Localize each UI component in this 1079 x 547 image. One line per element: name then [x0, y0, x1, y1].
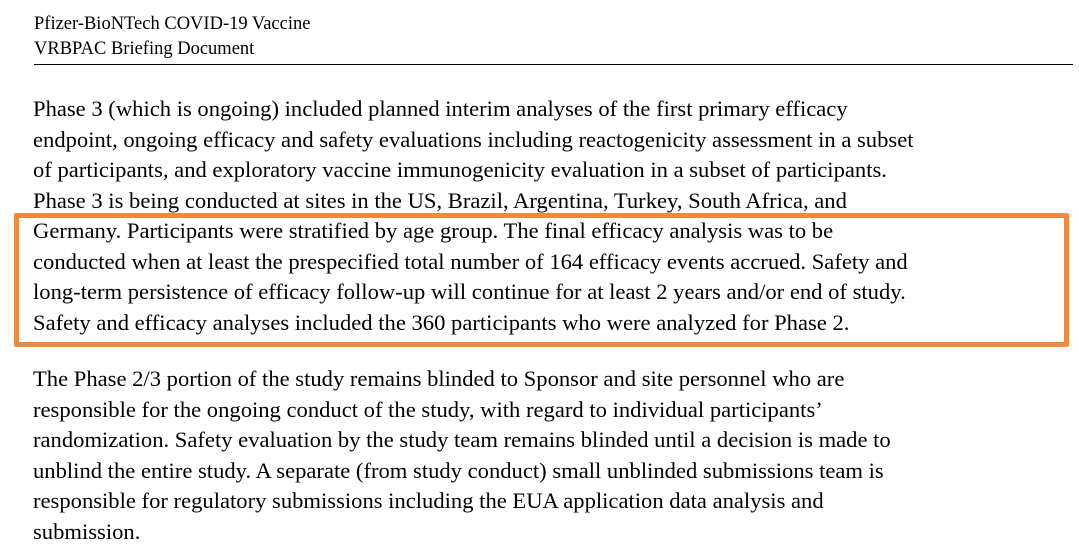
header-title-line: Pfizer-BioNTech COVID-19 Vaccine	[34, 14, 311, 34]
text-line: submission.	[33, 518, 141, 544]
text-line: long-term persistence of efficacy follow-up will continue for at least 2 years and/or end of study.	[33, 279, 906, 304]
text-line: Safety and efficacy analyses included the 360 participants who were analyzed for Phase 2.	[33, 309, 850, 335]
document-header	[34, 12, 310, 62]
text-line: randomization. Safety evaluation by the study team remains blinded until a decision is made to	[33, 427, 891, 452]
text-line: responsible for the ongoing conduct of the study, with regard to individual participants’	[33, 396, 823, 422]
paragraph-phase-3	[33, 94, 914, 338]
header-subtitle-line: VRBPAC Briefing Document	[34, 39, 255, 59]
text-line: Phase 3 (which is ongoing) included planned interim analyses of the first primary efficacy	[33, 96, 848, 121]
text-line: unblind the entire study. A separate (from study conduct) small unblinded submissions team is	[33, 457, 884, 483]
text-line: of participants, and exploratory vaccine immunogenicity evaluation in a subset of participants.	[33, 157, 887, 182]
text-line: Germany. Participants were stratified by age group. The final efficacy analysis was to be	[33, 218, 834, 243]
text-line: The Phase 2/3 portion of the study remains blinded to Sponsor and site personnel who are	[33, 366, 845, 391]
text-line: Phase 3 is being conducted at sites in the US, Brazil, Argentina, Turkey, South Africa, and	[33, 187, 847, 213]
paragraph-phase-2-3-blinding	[33, 364, 891, 547]
text-line: endpoint, ongoing efficacy and safety evaluations including reactogenicity assessment in a subset	[33, 126, 914, 152]
header-rule	[34, 64, 1073, 65]
text-line: responsible for regulatory submissions including the EUA application data analysis and	[33, 488, 824, 513]
text-line: conducted when at least the prespecified total number of 164 efficacy events accrued. Safety and	[33, 248, 908, 274]
